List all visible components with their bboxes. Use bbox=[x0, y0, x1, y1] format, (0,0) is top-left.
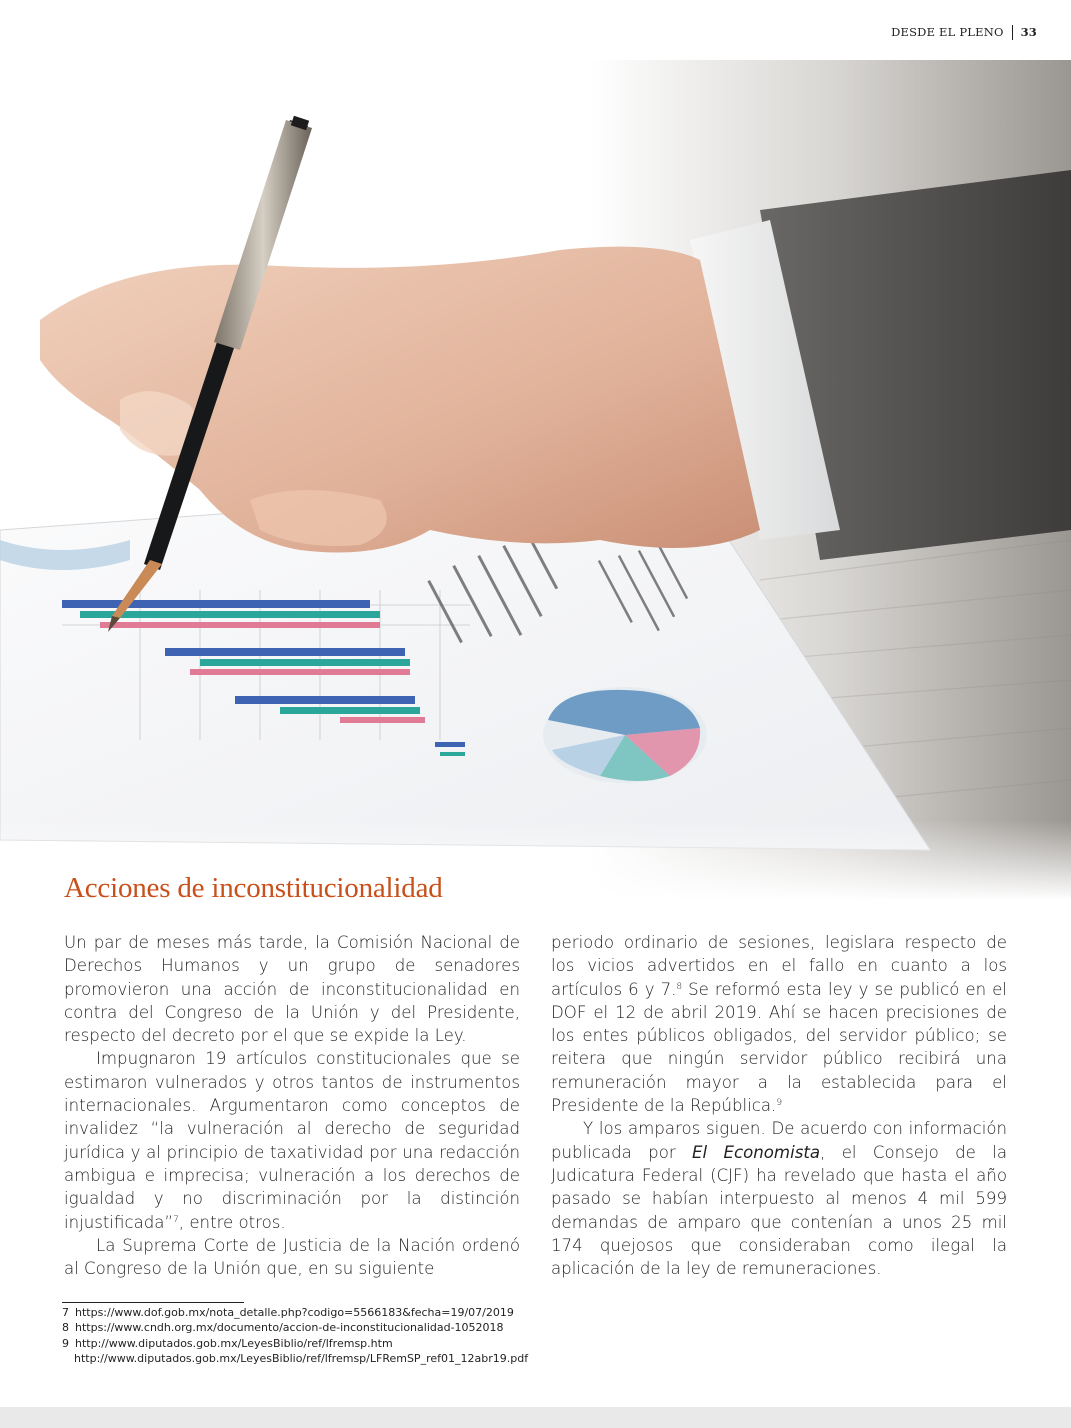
footnote-link[interactable]: https://www.dof.gob.mx/nota_detalle.php?codigo=5566183&fecha=19/07/2019 bbox=[75, 1306, 514, 1319]
right-column bbox=[551, 931, 1007, 1280]
footnote-number: 8 bbox=[62, 1321, 69, 1335]
paragraph-text: Impugnaron 19 artículos constitucionales que se estimaron vulnerados y otros tantos de instrumentos internacionales. Argumentaron como conceptos de invalidez “la vulneración al derecho de seguridad jurídica y al principio de taxatividad por una redacción ambigua e imprecisa; vulneración a los derechos de igualdad y no discriminación por la distinción injustificada” bbox=[64, 1049, 520, 1232]
paragraph bbox=[551, 1117, 1007, 1280]
footnote-number: 9 bbox=[62, 1336, 69, 1350]
paragraph-text: Se reformó esta ley y se publicó en el DOF el 12 de abril 2019. Ahí se hacen precisiones de los entes públicos obligados, del servidor público; se reitera que ningún servidor público recibirá una remuneración mayor a la establecida para el Presidente de la República. bbox=[551, 979, 1007, 1116]
bottom-band bbox=[0, 1407, 1071, 1428]
paragraph: Un par de meses más tarde, la Comisión Nacional de Derechos Humanos y un grupo de senadores promovieron una acción de inconstitucionalidad en contra del Congreso de la Unión y del Presidente, respecto del decreto por el que se expide la Ley. bbox=[64, 933, 520, 1046]
footnote-7 bbox=[62, 1305, 962, 1320]
publication-name: El Economista bbox=[692, 1142, 821, 1162]
paragraph: La Suprema Corte de Justicia de la Nación ordenó al Congreso de la Unión que, en su siguiente bbox=[64, 1235, 520, 1279]
footnotes bbox=[62, 1302, 962, 1366]
paragraph bbox=[551, 931, 1007, 1117]
left-column bbox=[64, 931, 520, 1280]
section-heading: Acciones de inconstitucionalidad bbox=[64, 872, 443, 904]
footnote-number: 7 bbox=[62, 1306, 69, 1319]
paragraph-text: periodo ordinario de sesiones, legislara respecto de los vicios advertidos en el fallo en cuanto a los artículos 6 y 7. bbox=[551, 933, 1007, 999]
footnote-ref: 8 bbox=[676, 981, 683, 992]
footnote-link[interactable]: http://www.diputados.gob.mx/LeyesBiblio/ref/lfremsp.htm bbox=[75, 1336, 393, 1350]
footnote-8 bbox=[62, 1320, 962, 1335]
paragraph-text: , entre otros. bbox=[178, 1212, 286, 1232]
footnote-rule bbox=[62, 1302, 244, 1303]
footnote-ref: 7 bbox=[173, 1214, 179, 1225]
footnote-link[interactable]: http://www.diputados.gob.mx/LeyesBiblio/ref/lfremsp/LFRemSP_ref01_12abr19.pdf bbox=[74, 1351, 529, 1365]
paper-pie-chart bbox=[543, 687, 707, 783]
paragraph bbox=[64, 1047, 520, 1233]
section-name: DESDE EL PLENO bbox=[891, 25, 1004, 39]
page-number: 33 bbox=[1020, 25, 1037, 39]
hand-writing-on-chart-report-photo bbox=[0, 60, 1071, 900]
running-header bbox=[891, 24, 1037, 40]
paragraph-text: Y los amparos siguen. De acuerdo con información publicada por bbox=[551, 1119, 1007, 1162]
footnote-link[interactable]: https://www.cndh.org.mx/documento/accion-de-inconstitucionalidad-1052018 bbox=[75, 1321, 504, 1335]
footnote-9 bbox=[62, 1336, 962, 1351]
header-separator bbox=[1012, 25, 1013, 40]
footnote-ref: 9 bbox=[776, 1098, 783, 1109]
paragraph-text: , el Consejo de la Judicatura Federal (CJF) ha revelado que hasta el año pasado se habían interpuesto al menos 4 mil 599 demandas de amparo que contenían a unos 25 mil 174 quejosos que consideraban como ilegal la aplicación de la ley de remuneraciones. bbox=[551, 1142, 1007, 1279]
